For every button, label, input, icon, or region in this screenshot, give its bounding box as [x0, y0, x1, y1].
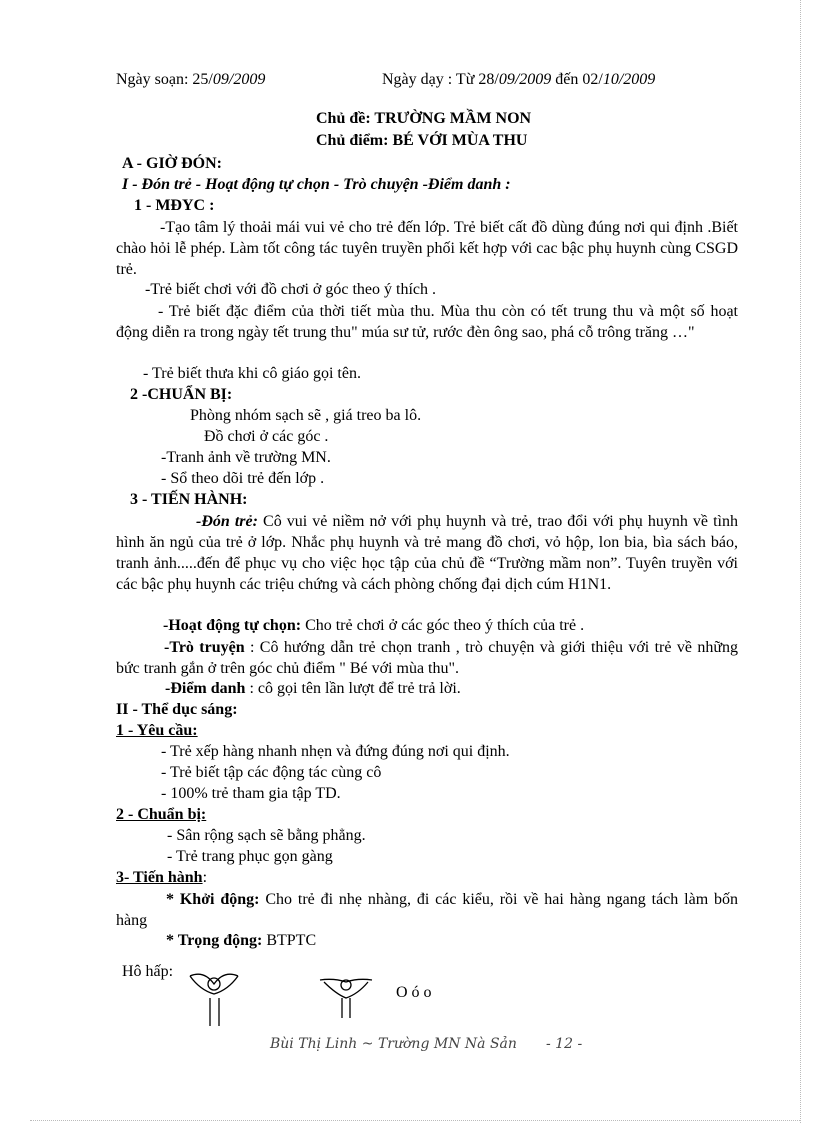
- preparation-item-1: - Sân rộng sạch sẽ bằng phẳng.: [167, 827, 366, 844]
- procedure-roll-call: [165, 679, 461, 699]
- date-teaching-to: đến 02/: [551, 71, 603, 88]
- main-exercise: [166, 931, 316, 951]
- breathing-label: Hô hấp:: [122, 963, 174, 980]
- main-exercise-text: BTPTC: [262, 932, 317, 949]
- date-teaching-label: Ngày dạy : Từ 28/: [382, 71, 499, 88]
- theme-title: Chủ điểm: BÉ VỚI MÙA THU: [316, 132, 528, 149]
- procedure-heading-colon: :: [202, 869, 208, 886]
- procedure-roll-call-label: -Điểm danh: [165, 680, 246, 697]
- procedure-conversation: [116, 637, 738, 679]
- warmup-text: Cho trẻ đi nhẹ nhàng, đi các kiểu, rồi về hai hàng ngang tách làm bốn hàng: [116, 891, 738, 929]
- procedure-roll-call-text: : cô gọi tên lần lượt để trẻ trả lời.: [245, 680, 461, 697]
- prep-item-3: -Tranh ảnh về trường MN.: [161, 449, 331, 466]
- page-border-right: [800, 0, 802, 1123]
- objective-paragraph-1: -Tạo tâm lý thoải mái vui vẻ cho trẻ đến lớp. Trẻ biết cất đồ dùng đúng nơi qui định .Biết chào hỏi lễ phép. Làm tốt công tác tuyên truyền phối kết hợp với cac bậc phụ huynh cùng CSGD trẻ.: [116, 219, 738, 278]
- date-teaching-start: 09/2009: [498, 71, 552, 88]
- procedure-conversation-text: : Cô hướng dẫn trẻ chọn tranh , trò chuyện và giới thiệu với trẻ về những bức tranh gắn ở trên góc chủ điểm " Bé với mùa thu".: [116, 639, 738, 677]
- figure-arms-down-icon: [190, 974, 238, 1026]
- section-i-heading: I - Đón trẻ - Hoạt động tự chọn - Trò chuyện -Điểm danh :: [122, 176, 511, 193]
- procedure-free-play: [163, 616, 584, 636]
- footer-author: Bùi Thị Linh ~ Trường MN Nà Sản: [270, 1036, 517, 1052]
- procedure-conversation-label: -Trò truyện: [164, 639, 245, 656]
- procedure-free-play-label: -Hoạt động tự chọn:: [163, 617, 302, 634]
- subsection-procedure: 3 - TIẾN HÀNH:: [130, 491, 248, 508]
- objective-2: -Trẻ biết chơi với đồ chơi ở góc theo ý thích .: [145, 281, 436, 298]
- prep-item-2: Đồ chơi ở các góc .: [204, 428, 329, 445]
- main-exercise-label: * Trọng động:: [166, 932, 263, 949]
- date-prepared: [116, 70, 265, 90]
- procedure-heading: [116, 868, 207, 888]
- date-prepared-label: Ngày soạn: 25/: [116, 71, 213, 88]
- warmup-paragraph: [116, 889, 738, 931]
- objective-paragraph-3: - Trẻ biết đặc điểm của thời tiết mùa thu. Mùa thu còn có tết trung thu và một số hoạt động diễn ra trong ngày tết trung thu" múa sư tử, rước đèn ông sao, phá cỗ trông trăng …": [116, 303, 738, 341]
- section-ii-heading: II - Thể dục sáng:: [116, 701, 238, 718]
- requirements-heading: 1 - Yêu cầu:: [116, 722, 198, 739]
- subsection-objectives: 1 - MĐYC :: [134, 197, 215, 214]
- requirement-3: - 100% trẻ tham gia tập TD.: [161, 785, 341, 802]
- page-border-bottom: [30, 1120, 800, 1122]
- subsection-preparation: 2 -CHUẨN BỊ:: [130, 386, 233, 403]
- prep-item-4: - Sổ theo dõi trẻ đến lớp .: [161, 470, 325, 487]
- warmup-label: * Khởi động:: [166, 891, 260, 908]
- procedure-greeting-label: -Đón trẻ:: [196, 513, 258, 530]
- topic-title: Chủ đề: TRƯỜNG MẦM NON: [316, 110, 532, 127]
- procedure-greeting-text: Cô vui vẻ niềm nở với phụ huynh và trẻ, trao đổi với phụ huynh về tình hình ăn ngủ của trẻ ở lớp. Nhắc phụ huynh và trẻ mang đồ chơi, vỏ hộp, lon bia, bìa sách báo, tranh ảnh.....đến để phục vụ cho việc học tập của chủ đề “Trường mầm non”. Tuyên truyền với các bậc phụ huynh các triệu chứng và cách phòng chống đại dịch cúm H1N1.: [116, 513, 738, 593]
- procedure-free-play-text: Cho trẻ chơi ở các góc theo ý thích của trẻ .: [301, 617, 585, 634]
- requirement-1: - Trẻ xếp hàng nhanh nhẹn và đứng đúng nơi qui định.: [161, 743, 510, 760]
- procedure-greeting: [116, 511, 738, 595]
- breathing-sound: O ó o: [396, 984, 432, 1001]
- preparation-heading: 2 - Chuẩn bị:: [116, 806, 207, 823]
- date-teaching-end: 10/2009: [602, 71, 656, 88]
- date-teaching: [382, 70, 655, 90]
- footer-page-number: - 12 -: [546, 1036, 583, 1052]
- figure-arms-up-icon: [320, 979, 372, 1018]
- date-prepared-value: 09/2009: [212, 71, 266, 88]
- prep-item-1: Phòng nhóm sạch sẽ , giá treo ba lô.: [190, 407, 422, 424]
- procedure-heading-label: 3- Tiến hành: [116, 869, 203, 886]
- objective-4: - Trẻ biết thưa khi cô giáo gọi tên.: [143, 365, 361, 382]
- section-a-heading: A - GIỜ ĐÓN:: [122, 155, 222, 172]
- requirement-2: - Trẻ biết tập các động tác cùng cô: [161, 764, 382, 781]
- preparation-item-2: - Trẻ trang phục gọn gàng: [167, 848, 333, 865]
